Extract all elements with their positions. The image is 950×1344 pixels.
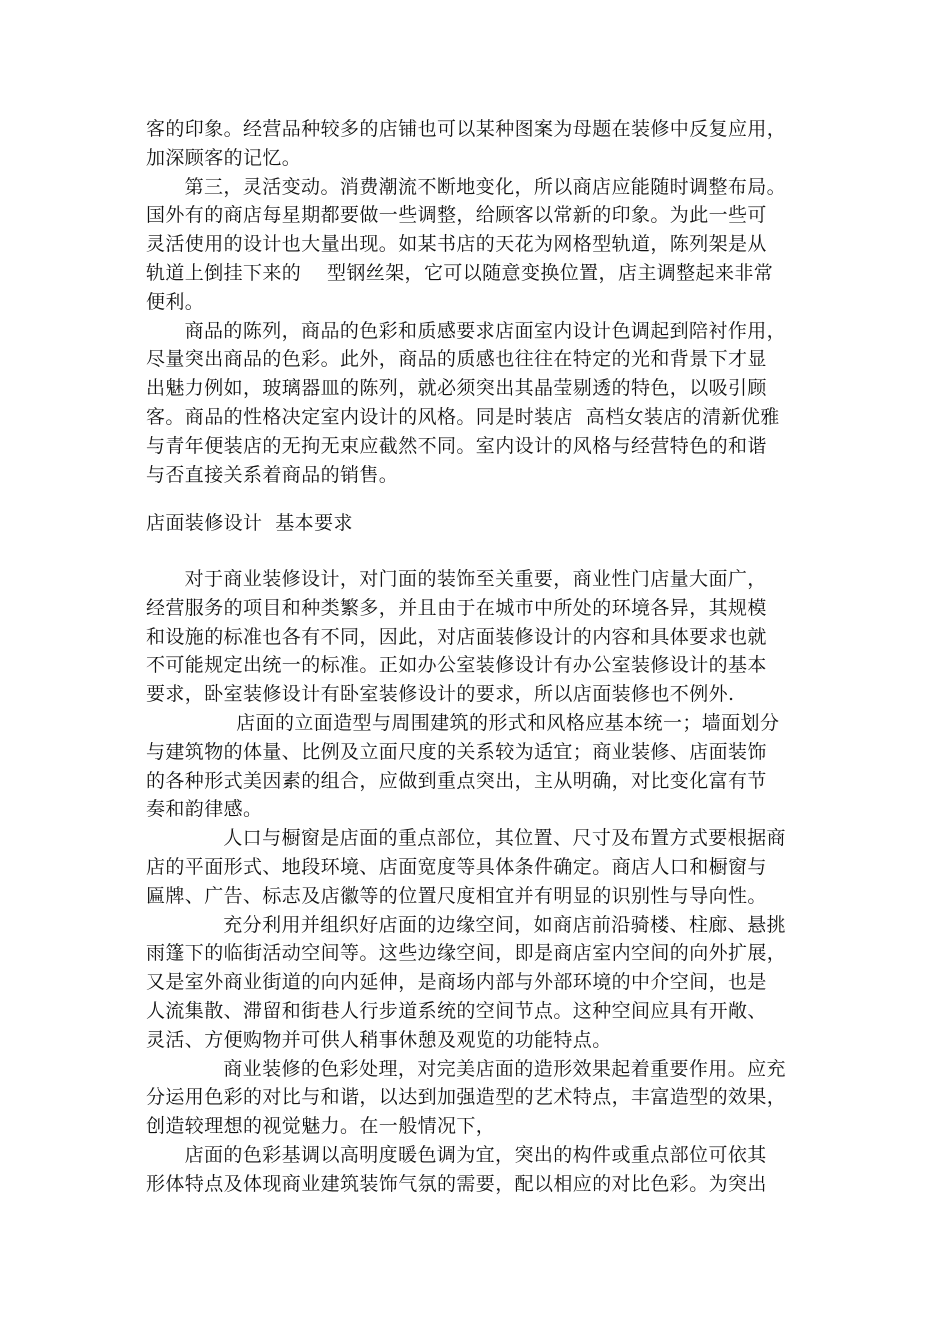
text-line: 匾牌、广告、标志及店徽等的位置尺度相宜并有明显的识别性与导向性。	[146, 884, 767, 907]
text-line: 出魅力例如，玻璃器皿的陈列，就必须突出其晶莹剔透的特色，以吸引顾	[146, 377, 767, 400]
text-line: 便利。	[146, 290, 205, 313]
text-line: 人口与橱窗是店面的重点部位，其位置、尺寸及布置方式要根据商	[146, 827, 786, 850]
text-line: 不可能规定出统一的标准。正如办公室装修设计有办公室装修设计的基本	[146, 654, 767, 677]
text-line: 商业装修的色彩处理，对完美店面的造形效果起着重要作用。应充	[146, 1057, 786, 1080]
text-line: 与青年便装店的无拘无束应截然不同。室内设计的风格与经营特色的和谐	[146, 434, 767, 457]
text-line: 又是室外商业街道的向内延伸，是商场内部与外部环境的中介空间，也是	[146, 971, 767, 994]
text-line: 灵活使用的设计也大量出现。如某书店的天花为网格型轨道，陈列架是从	[146, 233, 767, 256]
text-line: 和设施的标准也各有不同，因此，对店面装修设计的内容和具体要求也就	[146, 625, 767, 648]
text-line: 与否直接关系着商品的销售。	[146, 463, 399, 486]
text-line: 店面的立面造型与周围建筑的形式和风格应基本统一；墙面划分	[146, 711, 780, 734]
text-line: 要求，卧室装修设计有卧室装修设计的要求，所以店面装修也不例外.	[146, 683, 735, 706]
text-line: 充分利用并组织好店面的边缘空间，如商店前沿骑楼、柱廊、悬挑	[146, 913, 786, 936]
section-heading	[146, 509, 812, 538]
text-line: 客。商品的性格决定室内设计的风格。同是时装店 高档女装店的清新优雅	[146, 405, 780, 428]
text-line: 国外有的商店每星期都要做一些调整，给顾客以常新的印象。为此一些可	[146, 204, 767, 227]
text-line: 经营服务的项目和种类繁多，并且由于在城市中所处的环境各异，其规模	[146, 596, 767, 619]
body-text-section-a	[146, 115, 812, 489]
body-text-section-b	[146, 565, 812, 1199]
text-line: 奏和韵律感。	[146, 798, 263, 821]
text-line: 雨篷下的临街活动空间等。这些边缘空间，即是商店室内空间的向外扩展，	[146, 942, 787, 965]
text-line: 的各种形式美因素的组合，应做到重点突出，主从明确，对比变化富有节	[146, 769, 767, 792]
text-line: 与建筑物的体量、比例及立面尺度的关系较为适宜；商业装修、店面装饰	[146, 740, 767, 763]
text-line: 店的平面形式、地段环境、店面宽度等具体条件确定。商店人口和橱窗与	[146, 855, 767, 878]
text-line: 客的印象。经营品种较多的店铺也可以某种图案为母题在装修中反复应用，	[146, 118, 787, 140]
text-line: 加深顾客的记忆。	[146, 146, 302, 169]
text-line: 第三，灵活变动。消费潮流不断地变化，所以商店应能随时调整布局。	[146, 175, 787, 198]
text-line: 商品的陈列，商品的色彩和质感要求店面室内设计色调起到陪衬作用，	[146, 319, 787, 342]
text-line: 店面的色彩基调以高明度暖色调为宜，突出的构件或重点部位可依其	[146, 1143, 767, 1166]
text-line: 灵活、方便购物并可供人稍事休憩及观览的功能特点。	[146, 1028, 612, 1051]
text-line: 人流集散、滞留和街巷人行步道系统的空间节点。这种空间应具有开敞、	[146, 999, 767, 1022]
text-line: 轨道上倒挂下来的 型钢丝架，它可以随意变换位置，店主调整起来非常	[146, 261, 774, 284]
text-line: 创造较理想的视觉魅力。在一般情况下，	[146, 1115, 496, 1138]
heading-line: 店面装修设计 基本要求	[146, 512, 353, 534]
text-line: 分运用色彩的对比与和谐，以达到加强造型的艺术特点，丰富造型的效果，	[146, 1086, 787, 1109]
text-line: 形体特点及体现商业建筑装饰气氛的需要，配以相应的对比色彩。为突出	[146, 1172, 767, 1195]
text-line: 尽量突出商品的色彩。此外，商品的质感也往往在特定的光和背景下才显	[146, 348, 767, 371]
text-line: 对于商业装修设计，对门面的装饰至关重要，商业性门店量大面广，	[146, 568, 767, 590]
